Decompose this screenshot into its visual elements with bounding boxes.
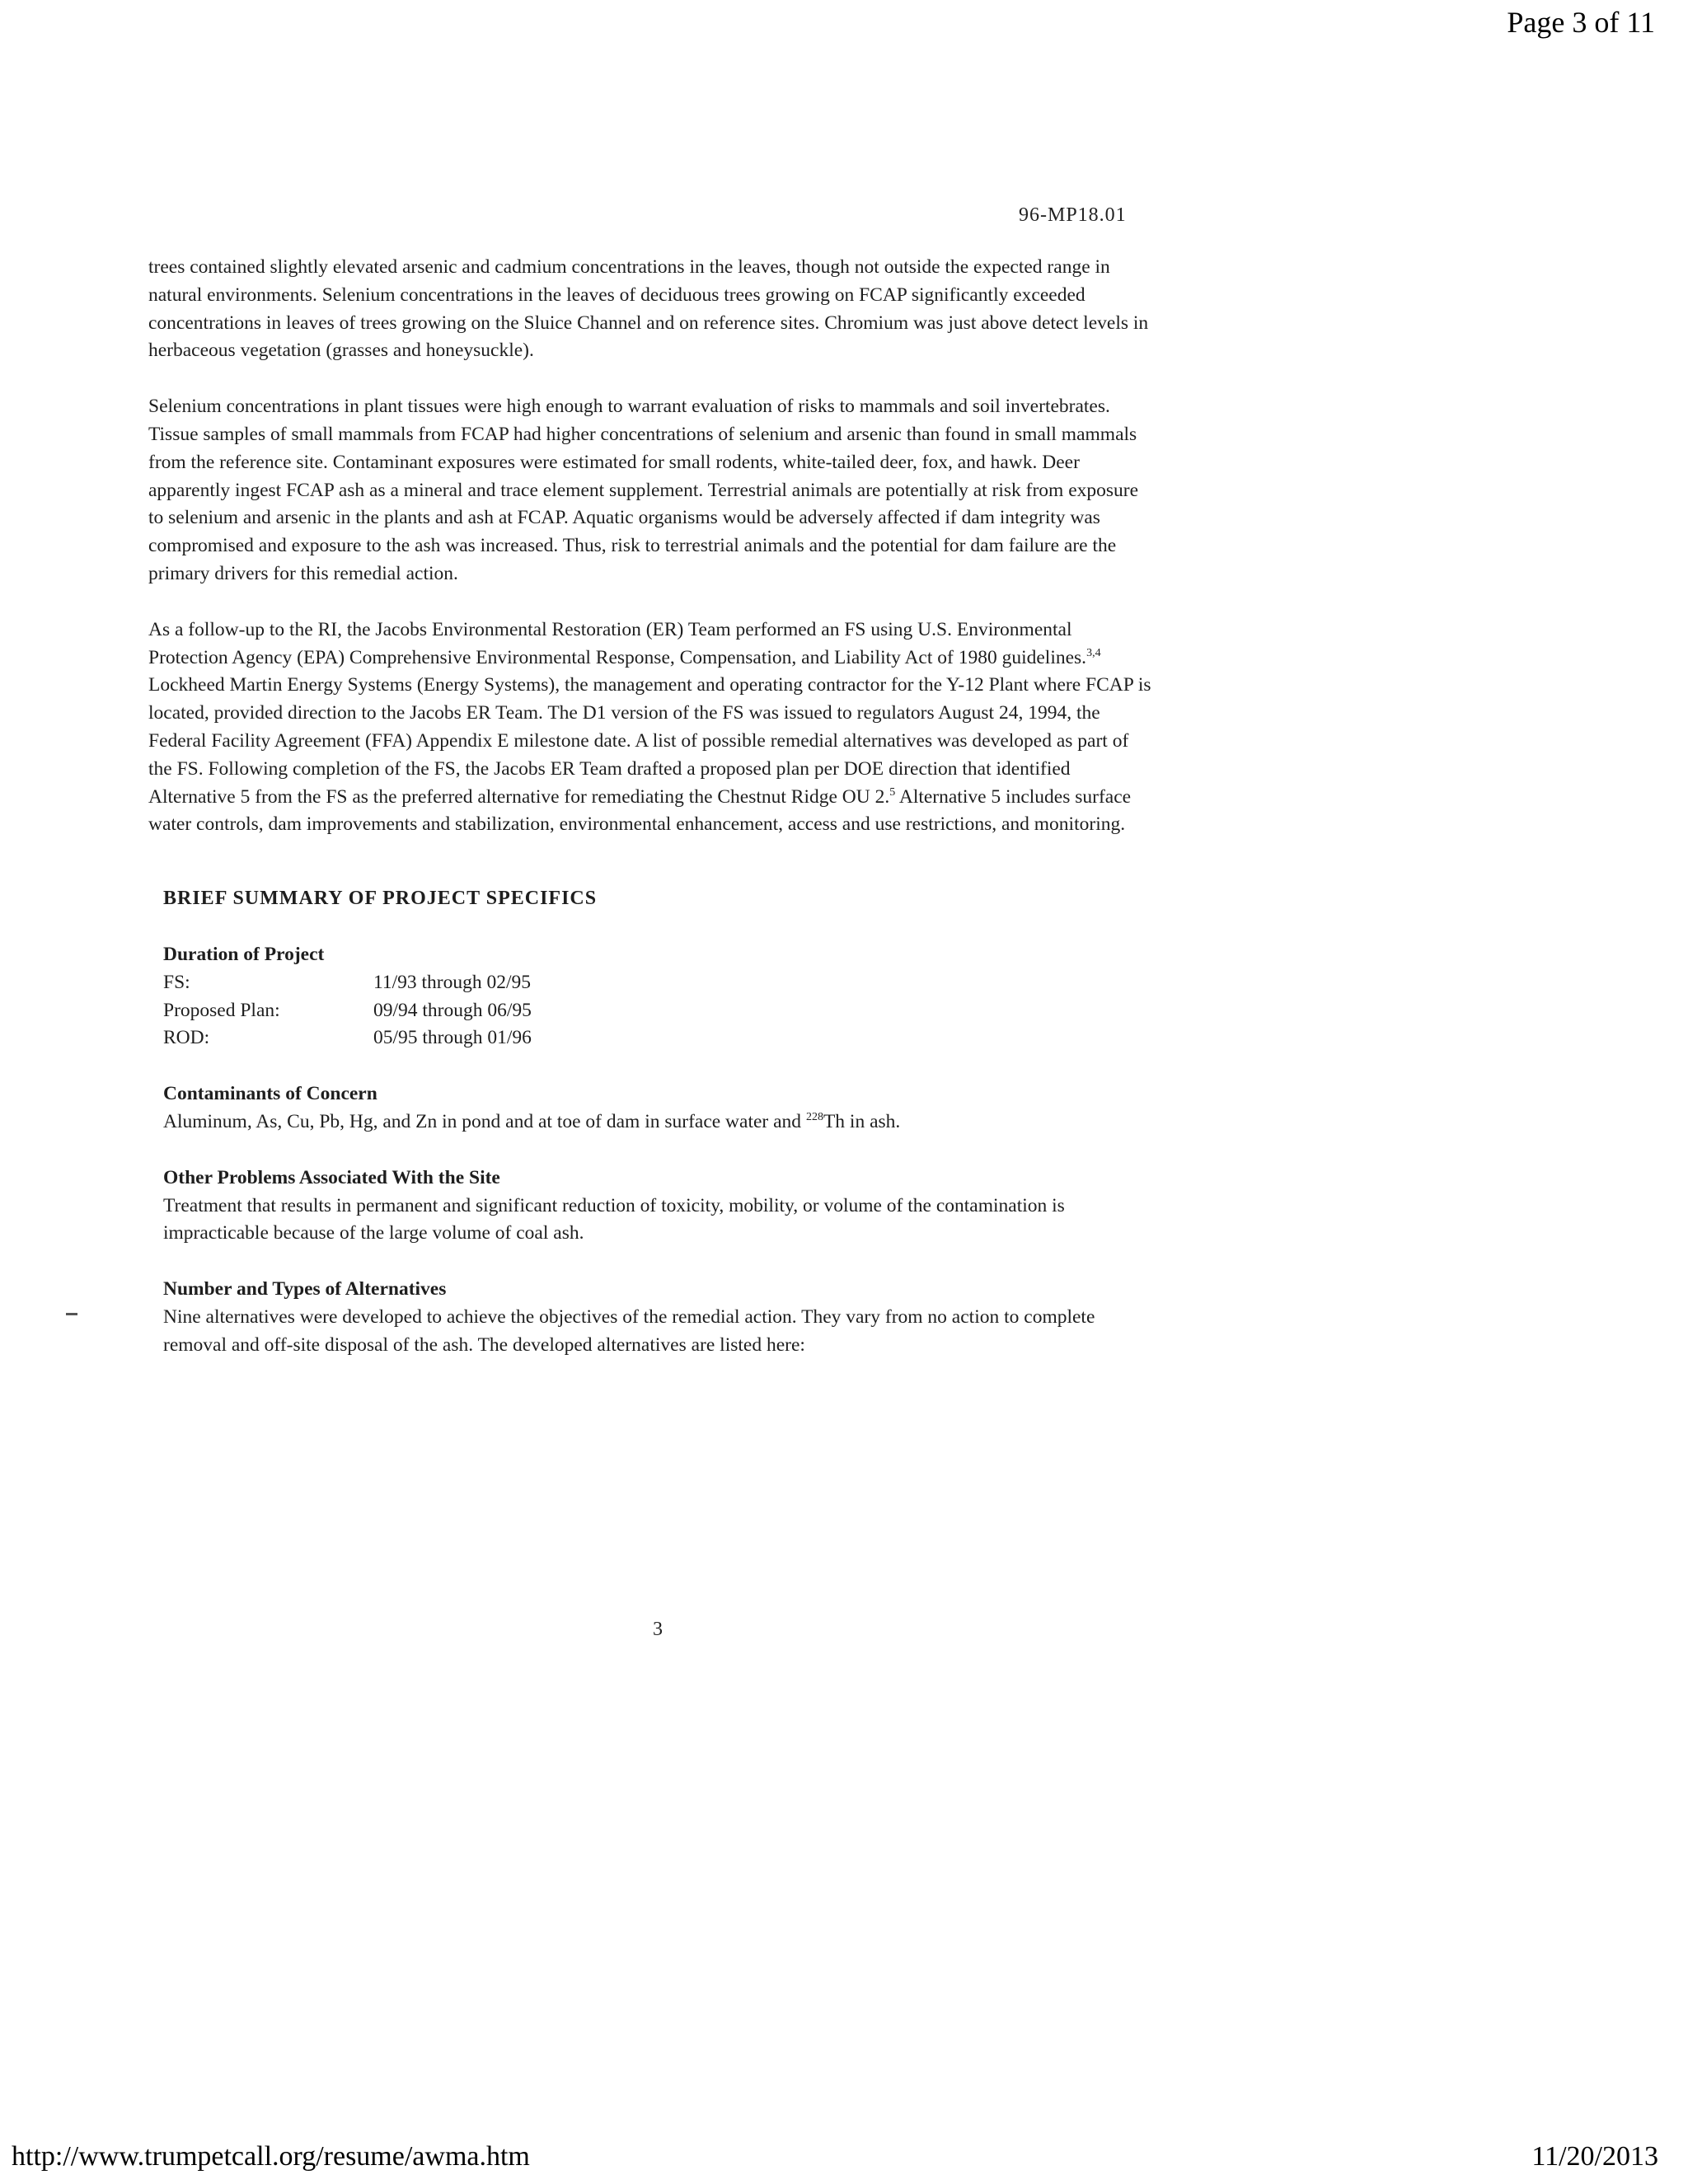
paragraph-trees: trees contained slightly elevated arsenic and cadmium concentrations in the leaves, though not outside the expected range in natural environments. Selenium concentrations in the leaves of deciduous trees growing on FCAP significantly exceeded concentrations in leaves of trees growing on the Sluice Channel and on reference sites. Chromium was just above detect levels in herbaceous vegetation (grasses and honeysuckle). <box>148 256 1149 362</box>
duration-value: 09/94 through 06/95 <box>373 999 532 1021</box>
contaminants-text-end: Th in ash. <box>823 1110 901 1132</box>
other-problems-text: Treatment that results in permanent and significant reduction of toxicity, mobility, or volume of the contamination is impracticable because of the large volume of coal ash. <box>163 1194 1065 1244</box>
paragraph-follow-up-part3: Alternative 5 includes surface water controls, dam improvements and stabilization, environmental enhancement, access and use restrictions, and monitoring. <box>148 785 1132 836</box>
page-number: 3 <box>653 1619 663 1640</box>
alternatives-heading: Number and Types of Alternatives <box>163 1278 447 1301</box>
duration-block <box>163 941 1154 1052</box>
contaminants-heading: Contaminants of Concern <box>163 1083 377 1105</box>
other-problems-heading: Other Problems Associated With the Site <box>163 1166 500 1188</box>
duration-row <box>163 997 532 1025</box>
contaminants-text-main: Aluminum, As, Cu, Pb, Hg, and Zn in pond and at toe of dam in surface water and <box>163 1110 806 1132</box>
duration-value: 11/93 through 02/95 <box>373 971 532 993</box>
citation-5: 5 <box>889 785 896 799</box>
paragraph-selenium: Selenium concentrations in plant tissues were high enough to warrant evaluation of risks to mammals and soil invertebrates. Tissue samples of small mammals from FCAP had higher concentrations of selenium and arsenic than found in small mammals from the reference site. Contaminant exposures were estimated for small rodents, white-tailed deer, fox, and hawk. Deer apparently ingest FCAP ash as a mineral and trace element supplement. Terrestrial animals are potentially at risk from exposure to selenium and arsenic in the plants and ash at FCAP. Aquatic organisms would be adversely affected if dam integrity was compromised and exposure to the ash was increased. Thus, risk to terrestrial animals and the potential for dam failure are the primary drivers for this remedial action. <box>148 396 1139 584</box>
scan-mark <box>66 1313 77 1315</box>
paragraph-follow-up-part1: As a follow-up to the RI, the Jacobs Environmental Restoration (ER) Team performed an FS using U.S. Environmental Protection Agency (EPA) Comprehensive Environmental Response, Compensation, and Liability Act of 1980 guidelines. <box>148 618 1087 668</box>
duration-row <box>163 969 532 997</box>
duration-row <box>163 1024 532 1052</box>
print-date: 11/20/2013 <box>1531 2141 1658 2172</box>
source-url: http://www.trumpetcall.org/resume/awma.htm <box>12 2141 530 2172</box>
duration-label: Proposed Plan: <box>163 999 280 1021</box>
isotope-mass: 228 <box>805 1111 823 1124</box>
page-indicator: Page 3 of 11 <box>1507 6 1655 39</box>
other-problems-block <box>163 1165 1154 1248</box>
paragraph-follow-up-part2: Lockheed Martin Energy Systems (Energy Systems), the management and operating contractor for the Y-12 Plant where FCAP is located, provided direction to the Jacobs ER Team. The D1 version of the FS was issued to regulators August 24, 1994, the Federal Facility Agreement (FFA) Appendix E milestone date. A list of possible remedial alternatives was developed as part of the FS. Following completion of the FS, the Jacobs ER Team drafted a proposed plan per DOE direction that identified Alternative 5 from the FS as the preferred alternative for remediating the Chestnut Ridge OU 2. <box>148 674 1151 808</box>
document-body <box>148 254 1154 1388</box>
duration-label: ROD: <box>163 1027 210 1049</box>
document-id: 96-MP18.01 <box>1019 204 1127 226</box>
alternatives-text: Nine alternatives were developed to achieve the objectives of the remedial action. They vary from no action to complete removal and off-site disposal of the ash. The developed alternatives are listed here: <box>163 1305 1095 1356</box>
paragraph-follow-up <box>148 616 1154 839</box>
duration-heading: Duration of Project <box>163 943 325 965</box>
duration-value: 05/95 through 01/96 <box>373 1027 532 1049</box>
duration-label: FS: <box>163 971 190 993</box>
alternatives-block <box>163 1276 1154 1359</box>
citation-3-4: 3,4 <box>1086 646 1101 659</box>
section-title: BRIEF SUMMARY OF PROJECT SPECIFICS <box>163 888 598 910</box>
contaminants-block <box>163 1080 1154 1137</box>
contaminants-text <box>163 1108 1154 1137</box>
duration-table <box>163 969 532 1052</box>
